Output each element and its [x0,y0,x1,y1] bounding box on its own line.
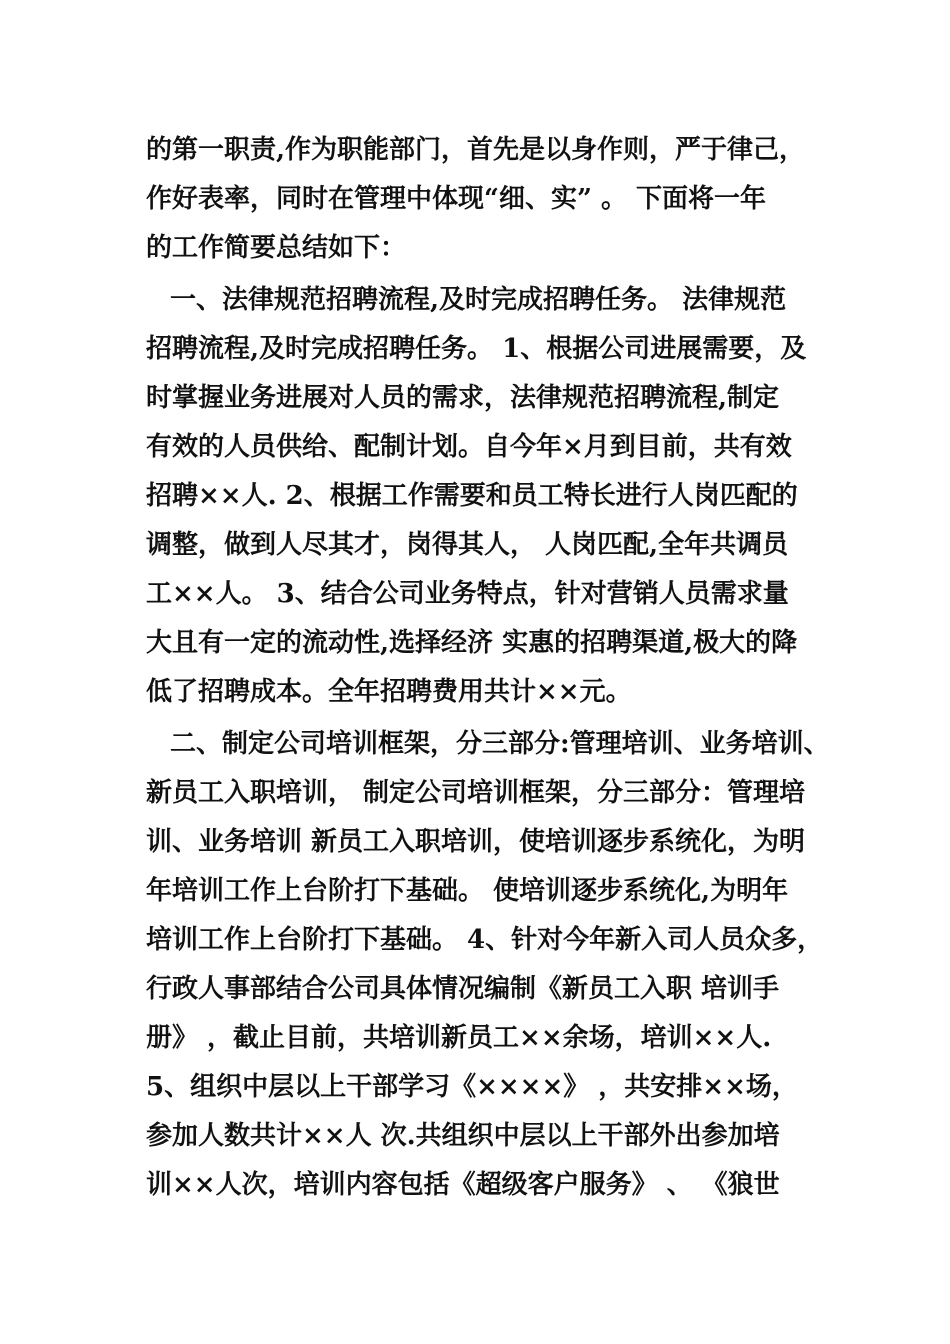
text-line-1: 的第一职责,作为职能部门，首先是以身作则，严于律己， [146,135,806,165]
section-heading-1: 一、法律规范招聘流程,及时完成招聘任务。 法律规范 [170,285,787,315]
text-line-22: 训××人次，培训内容包括《超级客户服务》 、 《狼世 [146,1170,780,1200]
text-line-18: 行政人事部结合公司具体情况编制《新员工入职 培训手 [146,974,780,1004]
text-line-5: 招聘流程,及时完成招聘任务。 1、根据公司进展需要，及 [146,334,807,364]
text-line-16: 年培训工作上台阶打下基础。 使培训逐步系统化,为明年 [146,876,789,906]
text-line-20: 5、组织中层以上干部学习《××××》 ，共安排××场， [146,1072,798,1102]
text-line-12: 低了招聘成本。全年招聘费用共计××元。 [146,677,632,707]
text-line-6: 时掌握业务进展对人员的需求，法律规范招聘流程,制定 [146,383,780,413]
text-line-3: 的工作简要总结如下： [146,233,407,263]
text-line-21: 参加人数共计××人 次.共组织中层以上干部外出参加培 [146,1121,780,1151]
text-line-10: 工××人。 3、结合公司业务特点，针对营销人员需求量 [146,579,789,609]
text-line-11: 大且有一定的流动性,选择经济 实惠的招聘渠道,极大的降 [146,628,798,658]
text-line-17: 培训工作上台阶打下基础。 4、针对今年新入司人员众多， [146,925,824,955]
text-line-14: 新员工入职培训， 制定公司培训框架，分三部分：管理培 [146,778,806,808]
text-line-19: 册》 ，截止目前，共培训新员工××余场，培训××人. [146,1023,772,1053]
text-line-2: 作好表率，同时在管理中体现“细、实” 。 下面将一年 [146,184,767,214]
text-line-7: 有效的人员供给、配制计划。自今年×月到目前，共有效 [146,432,792,462]
text-line-15: 训、业务培训 新员工入职培训，使培训逐步系统化，为明 [146,827,806,857]
text-line-9: 调整，做到人尽其才，岗得其人， 人岗匹配,全年共调员 [146,530,789,560]
text-line-8: 招聘××人. 2、根据工作需要和员工特长进行人岗匹配的 [146,481,798,511]
section-heading-2: 二、制定公司培训框架，分三部分:管理培训、业务培训、 [170,729,830,759]
